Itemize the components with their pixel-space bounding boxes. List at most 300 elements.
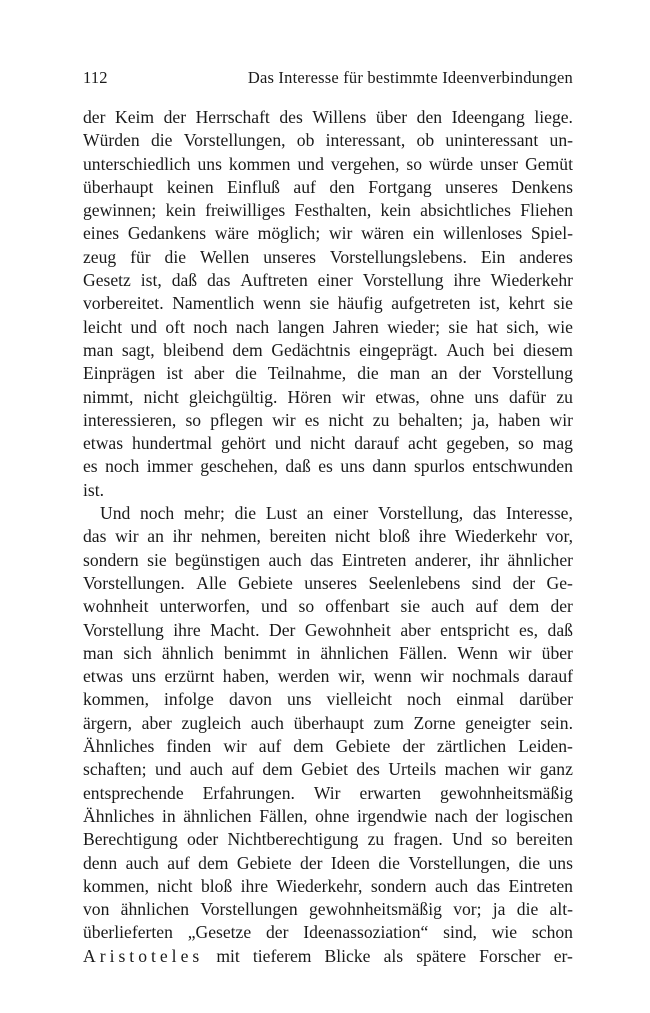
text-line	[83, 758, 573, 781]
word: vielleicht	[326, 689, 392, 710]
word: Erfahrungen.	[202, 782, 295, 803]
word: wir	[328, 223, 353, 244]
word: ist,	[140, 270, 162, 291]
word: auch	[434, 875, 469, 896]
word: wir	[508, 642, 532, 663]
text-line	[83, 898, 573, 921]
word: Namentlich	[172, 293, 255, 314]
text-line	[83, 246, 573, 269]
word: nicht	[143, 386, 179, 407]
word: über	[375, 107, 408, 127]
word: dafür	[509, 386, 547, 407]
word: immer	[146, 456, 193, 477]
word: ähnlicher	[507, 549, 573, 570]
word: man	[389, 363, 421, 384]
word: der	[266, 922, 289, 943]
word: kommen,	[83, 875, 149, 896]
word: sie	[448, 316, 468, 337]
word: etwas,	[375, 386, 420, 407]
word: sagt,	[121, 339, 155, 360]
word: aber	[193, 363, 225, 384]
word: entspricht	[440, 619, 510, 640]
word: liege.	[534, 107, 573, 127]
word: langen	[277, 316, 325, 337]
word: an	[306, 503, 324, 524]
word: wären	[361, 223, 405, 244]
word: Ideengang	[451, 107, 525, 127]
word: ähnlichen	[183, 805, 252, 826]
word: der	[163, 107, 187, 127]
word: unseres	[304, 572, 357, 593]
text-line	[83, 153, 573, 176]
word: wenn	[373, 666, 412, 687]
text-line	[83, 642, 573, 665]
word: Wellen	[199, 246, 250, 267]
word: die	[235, 363, 257, 384]
text-line	[83, 619, 573, 642]
word: nicht	[334, 526, 371, 547]
text-line	[83, 525, 573, 548]
word: nimmt,	[83, 386, 134, 407]
word: Gebiete	[238, 572, 293, 593]
word: wie	[491, 922, 518, 943]
word: Auftreten	[240, 270, 308, 291]
text-line	[83, 409, 573, 432]
word: uninteressant	[445, 130, 539, 151]
word: man	[83, 642, 114, 663]
word: offenbart	[325, 596, 390, 617]
word: finden	[166, 736, 212, 757]
word: interessieren,	[83, 409, 177, 430]
word: freiwilliges	[205, 200, 286, 221]
word: bereiten	[516, 829, 573, 850]
word: zu	[367, 829, 385, 850]
word: mehr;	[183, 503, 225, 524]
word: Spiel-	[530, 223, 573, 244]
text-line	[83, 595, 573, 618]
word: in	[296, 642, 311, 663]
word: den	[416, 107, 443, 127]
word: haben	[498, 409, 541, 430]
text-line	[83, 828, 573, 851]
running-title: Das Interesse für bestimmte Ideenverbindungen	[247, 68, 573, 87]
word: der	[550, 596, 573, 617]
word: gewohnheitsmäßig	[440, 782, 573, 803]
word: zu	[372, 409, 390, 430]
word: kein	[380, 200, 411, 221]
word: zugleich	[181, 712, 242, 733]
word: noch	[407, 689, 442, 710]
word: über	[541, 642, 573, 663]
word: Vorstellung	[492, 363, 573, 384]
word: Einfluß	[227, 176, 280, 197]
word: Vorstellung,	[377, 503, 464, 524]
word: ob	[416, 130, 435, 151]
word: die	[378, 852, 400, 873]
word: Gedächtnis	[271, 339, 351, 360]
word: Der	[268, 619, 296, 640]
word: der	[83, 107, 106, 127]
word: in	[161, 805, 176, 826]
word: so	[406, 153, 423, 174]
word: leicht	[83, 316, 123, 337]
word: kehrt	[508, 293, 545, 314]
word: daß	[285, 456, 311, 477]
word: sind	[471, 572, 502, 593]
word: und	[274, 433, 302, 454]
word: die	[516, 899, 539, 920]
word: bei	[493, 339, 515, 360]
running-head	[83, 68, 573, 98]
word: dem	[509, 596, 540, 617]
word: Interesse,	[505, 503, 573, 524]
text-line	[83, 386, 573, 409]
word: nicht	[157, 875, 193, 896]
word: uns	[131, 666, 156, 687]
word: wir	[549, 409, 573, 430]
word: ihr	[479, 549, 500, 570]
word: das	[83, 526, 107, 547]
paragraph	[83, 502, 573, 968]
word: des	[279, 107, 303, 127]
text-line	[83, 852, 573, 875]
word: überlieferten	[83, 922, 173, 943]
word: so	[185, 409, 202, 430]
text-line	[83, 455, 573, 478]
word: die	[357, 363, 379, 384]
word: Jahren	[332, 316, 379, 337]
word: Alle	[196, 572, 227, 593]
word: Nichtberechtigung	[227, 829, 359, 850]
word: Fliehen	[520, 200, 573, 221]
word: der	[402, 736, 425, 757]
word: wir	[420, 666, 444, 687]
word: vergehen,	[330, 153, 400, 174]
word: mag	[542, 433, 573, 454]
word: Festhalten,	[294, 200, 372, 221]
word: es	[304, 409, 320, 430]
word: unterschiedlich	[83, 153, 191, 174]
word: Blicke	[324, 945, 371, 966]
word: sie	[147, 549, 167, 570]
word: ja	[492, 899, 506, 920]
word: sich,	[506, 316, 540, 337]
word: zeug	[83, 246, 117, 267]
word: irgendwie	[356, 805, 428, 826]
word: anderes	[519, 246, 573, 267]
text-line	[83, 129, 573, 152]
word: daß	[547, 619, 573, 640]
word: geneigter	[465, 712, 531, 733]
word: Forscher	[479, 945, 541, 966]
word: gegeben,	[446, 433, 510, 454]
word: Herrschaft	[195, 107, 270, 127]
word: ihre	[240, 875, 269, 896]
text-line	[83, 782, 573, 805]
word: den	[329, 176, 355, 197]
word: Fällen,	[259, 805, 308, 826]
word: ganz	[539, 759, 573, 780]
word: auch	[431, 596, 465, 617]
word: wir	[507, 759, 532, 780]
word: einmal	[456, 689, 505, 710]
word: mit	[216, 945, 240, 966]
word: so	[298, 596, 315, 617]
word: interessant,	[325, 130, 406, 151]
word: es	[83, 456, 98, 477]
word: etwas	[83, 666, 124, 687]
word: möglich;	[257, 223, 321, 244]
text-line	[83, 362, 573, 385]
word: Willens	[312, 107, 367, 127]
word: nicht	[328, 409, 364, 430]
word: ihre	[418, 526, 447, 547]
word: Ge-	[546, 572, 573, 593]
word: Ein	[480, 246, 506, 267]
word: Eintreten	[341, 549, 407, 570]
word: Aristoteles	[83, 945, 204, 966]
word: Gewohnheit	[304, 619, 391, 640]
word: das	[310, 549, 334, 570]
word: von	[83, 899, 110, 920]
word: behalten;	[398, 409, 463, 430]
word: uns	[197, 153, 222, 174]
word: tieferem	[252, 945, 312, 966]
page-number: 112	[83, 68, 108, 87]
word: der	[512, 572, 536, 593]
word: Wiederkehr	[490, 270, 573, 291]
word: Wir	[313, 782, 341, 803]
word: wohnheit	[83, 596, 149, 617]
word: die	[164, 246, 187, 267]
word: Vorstellungen,	[408, 852, 511, 873]
word: Denkens	[511, 176, 573, 197]
word: bloß	[378, 526, 411, 547]
word: bloß	[200, 875, 233, 896]
word: die	[518, 852, 541, 873]
word: es,	[518, 619, 539, 640]
word: Fortgang	[368, 176, 432, 197]
word: un-	[549, 130, 573, 151]
word: Vorstellung	[362, 270, 444, 291]
word: sondern	[83, 549, 139, 570]
word: Wenn	[457, 642, 498, 663]
word: häufig	[337, 293, 383, 314]
word: darauf	[528, 666, 573, 687]
word: bleibend	[163, 339, 224, 360]
word: eines	[83, 223, 120, 244]
word: der	[475, 805, 498, 826]
word: Auch	[446, 339, 485, 360]
word: Gemüt	[525, 153, 573, 174]
word: fragen.	[393, 829, 443, 850]
word: auf	[231, 759, 254, 780]
word: das	[472, 503, 497, 524]
word: auf	[293, 176, 316, 197]
word: werden	[277, 666, 330, 687]
word: darauf	[354, 433, 400, 454]
word: so	[491, 829, 508, 850]
word: erzürnt	[164, 666, 215, 687]
word: Gesetz	[83, 270, 131, 291]
word: der	[458, 363, 482, 384]
word: er-	[553, 945, 573, 966]
word: begünstigen	[175, 549, 261, 570]
word: Hören	[287, 386, 332, 407]
word: Vorstellungen,	[183, 130, 286, 151]
word: wenn	[262, 293, 301, 314]
word: zärtlichen	[436, 736, 507, 757]
word: das	[206, 270, 231, 291]
word: nach	[235, 316, 270, 337]
word: dem	[232, 339, 263, 360]
word: eingeprägt.	[359, 339, 438, 360]
word: oder	[186, 829, 219, 850]
word: Leiden-	[518, 736, 573, 757]
paragraph	[83, 106, 573, 502]
word: Vorstellung	[83, 619, 164, 640]
body-text	[83, 106, 573, 968]
word: noch	[193, 316, 228, 337]
word: der	[300, 852, 323, 873]
word: hat	[476, 316, 498, 337]
word: und	[261, 596, 288, 617]
word: Und	[451, 829, 483, 850]
word: ihre	[173, 619, 201, 640]
word: denn	[83, 852, 118, 873]
word: erwarten	[359, 782, 422, 803]
word: Ähnliches	[83, 805, 155, 826]
word: überhaupt	[83, 176, 154, 197]
word: Seelenlebens	[368, 572, 461, 593]
word: Keim	[114, 107, 155, 127]
word: einer	[317, 270, 353, 291]
word: logischen	[505, 805, 573, 826]
word: unser	[479, 153, 519, 174]
word: nicht	[310, 433, 346, 454]
word: zu	[556, 386, 573, 407]
word: haben,	[222, 666, 270, 687]
word: ist,	[478, 293, 501, 314]
text-line	[83, 176, 573, 199]
word: vorbereitet.	[83, 293, 164, 314]
word: Vorstellungen.	[83, 572, 185, 593]
word: würde	[429, 153, 473, 174]
word: Einprägen	[83, 363, 156, 384]
word: Teilnahme,	[267, 363, 347, 384]
word: Macht.	[210, 619, 260, 640]
word: ja,	[472, 409, 490, 430]
word: Würden	[83, 130, 140, 151]
word: dem	[198, 852, 229, 873]
word: uns	[287, 689, 312, 710]
word: Berechtigung	[83, 829, 178, 850]
word: ihre	[453, 270, 481, 291]
word: Urteils	[388, 759, 437, 780]
text-line	[83, 665, 573, 688]
word: sie	[309, 293, 330, 314]
text-line	[83, 805, 573, 828]
word: keinen	[166, 176, 214, 197]
word: ohne	[430, 386, 465, 407]
word: unseres	[263, 246, 317, 267]
word: auch	[250, 712, 284, 733]
word: wir	[272, 409, 296, 430]
word: Gebiete	[335, 736, 391, 757]
word: und	[130, 316, 157, 337]
word: Zorne	[413, 712, 456, 733]
word: als	[383, 945, 404, 966]
text-line	[83, 432, 573, 455]
word: ähnlich	[161, 642, 214, 663]
word: es	[318, 456, 333, 477]
word: diesem	[523, 339, 573, 360]
word: kein	[165, 200, 196, 221]
word: überhaupt	[293, 712, 364, 733]
word: unseres	[445, 176, 498, 197]
word: ist.	[83, 479, 105, 500]
word: ihr	[172, 526, 193, 547]
word: Wiederkehr,	[276, 875, 363, 896]
word: man	[83, 339, 114, 360]
word: und	[154, 759, 182, 780]
word: aufgetreten	[391, 293, 471, 314]
text-line	[83, 106, 573, 129]
text-line	[83, 222, 573, 245]
word: kommen	[228, 153, 291, 174]
word: hundertmal	[131, 433, 213, 454]
word: wir,	[337, 666, 366, 687]
word: auf	[258, 736, 282, 757]
word: darüber	[519, 689, 573, 710]
word: an	[431, 363, 448, 384]
word: sie	[553, 293, 573, 314]
word: schon	[531, 922, 573, 943]
word: willenloses	[443, 223, 523, 244]
word: ob	[296, 130, 315, 151]
word: spätere	[416, 945, 467, 966]
text-line	[83, 502, 573, 525]
word: Ähnliches	[83, 736, 155, 757]
word: die	[150, 130, 173, 151]
word: des	[356, 759, 380, 780]
word: entschwunden	[472, 456, 573, 477]
word: nehmen,	[200, 526, 261, 547]
text-line	[83, 339, 573, 362]
word: davon	[228, 689, 272, 710]
word: Vorstellungslebens.	[329, 246, 467, 267]
word: sein.	[540, 712, 573, 733]
word: pflegen	[210, 409, 263, 430]
word: Gebiete	[236, 852, 292, 873]
word: gewohnheitsmäßig	[309, 899, 442, 920]
word: anderer,	[414, 549, 472, 570]
word: dann	[372, 456, 407, 477]
text-line	[83, 712, 573, 735]
word: benimmt	[223, 642, 287, 663]
word: für	[130, 246, 151, 267]
text-line	[83, 269, 573, 292]
word: Gebiet	[301, 759, 348, 780]
word: Lust	[265, 503, 298, 524]
word: Und	[100, 503, 131, 524]
word: wäre	[214, 223, 249, 244]
word: Gedankens	[127, 223, 207, 244]
word: kommen,	[83, 689, 149, 710]
word: wir	[115, 526, 139, 547]
word: machen	[444, 759, 500, 780]
word: an	[147, 526, 164, 547]
